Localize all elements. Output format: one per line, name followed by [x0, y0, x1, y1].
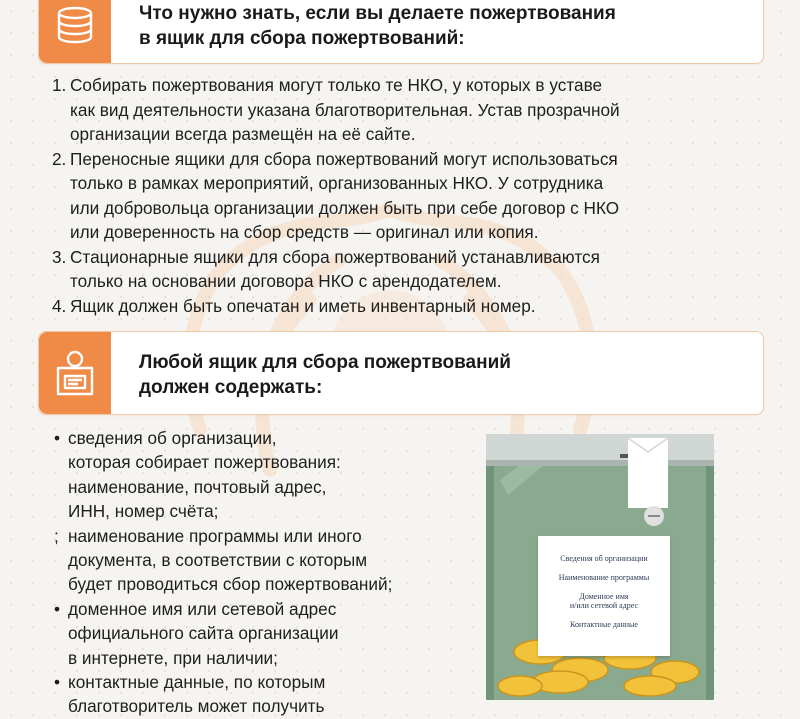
item-line: Собирать пожертвования могут только те НКО, у которых в уставе — [70, 75, 603, 95]
item-number: 1. — [52, 75, 67, 95]
item-line: доменное имя или сетевой адрес — [68, 598, 337, 619]
title-line: Что нужно знать, если вы делаете пожертвования — [139, 3, 616, 24]
item-number: 4. — [52, 295, 67, 316]
title-line: должен содержать: — [139, 377, 323, 398]
item-line: только в рамках мероприятий, организованных НКО. У сотрудника — [70, 173, 604, 193]
bullet: • — [54, 428, 61, 448]
section-title-box-contents — [139, 350, 511, 400]
box-contents-list — [52, 426, 392, 719]
list-item — [52, 670, 392, 719]
item-line: только на основании договора НКО с арендодателем. — [70, 271, 502, 291]
item-line: документа, в соответствии с которым — [68, 550, 368, 571]
item-line: Ящик должен быть опечатан и иметь инвентарный номер. — [70, 295, 536, 316]
bullet: ; — [54, 525, 59, 546]
item-line: или доверенность на сбор средств — оригинал или копия. — [70, 222, 539, 242]
list-item — [52, 147, 620, 245]
item-line: официального сайта организации — [68, 623, 339, 644]
section-title-requirements — [139, 1, 616, 51]
item-line: наименование программы или иного — [68, 525, 362, 546]
item-number: 2. — [52, 148, 67, 169]
item-line: сведения об организации, — [68, 428, 277, 448]
bullet: • — [54, 598, 61, 619]
label-line: Сведения об организации — [560, 554, 648, 563]
bullet: • — [54, 672, 61, 693]
item-line: которая собирает пожертвования: — [68, 452, 341, 473]
item-line: в интернете, при наличии; — [68, 647, 278, 668]
list-item — [52, 524, 392, 597]
item-line: организации всегда размещён на её сайте. — [70, 124, 416, 144]
list-item — [52, 294, 620, 319]
item-line: Стационарные ящики для сбора пожертвований устанавливаются — [70, 246, 600, 267]
section-banner-requirements — [38, 0, 764, 64]
item-line: ИНН, номер счёта; — [68, 501, 219, 522]
list-item — [52, 245, 620, 294]
requirements-list — [52, 73, 620, 318]
item-number: 3. — [52, 246, 67, 267]
label-line: Контактные данные — [570, 620, 638, 629]
list-item — [52, 73, 620, 147]
item-line: благотворитель может получить — [68, 696, 325, 717]
list-item — [52, 426, 392, 524]
item-line: или добровольца организации должен быть при себе договор с НКО — [70, 197, 620, 218]
list-item — [52, 597, 392, 670]
title-line: Любой ящик для сбора пожертвований — [139, 352, 511, 373]
coins-stack-icon — [39, 0, 111, 63]
item-line: как вид деятельности указана благотворительная. Устав прозрачной — [70, 99, 620, 120]
section-banner-box-contents — [38, 331, 764, 415]
item-line: наименование, почтовый адрес, — [68, 476, 327, 497]
donation-box-icon — [39, 332, 111, 414]
title-line: в ящик для сбора пожертвований: — [139, 28, 465, 49]
label-line: Доменное имя и/или сетевой адрес — [569, 592, 639, 610]
item-line: Переносные ящики для сбора пожертвований могут использоваться — [70, 148, 618, 169]
item-line: будет проводиться сбор пожертвований; — [68, 574, 393, 595]
item-line: контактные данные, по которым — [68, 672, 326, 693]
label-line: Наименование программы — [558, 573, 650, 582]
box-label-card — [538, 536, 670, 656]
